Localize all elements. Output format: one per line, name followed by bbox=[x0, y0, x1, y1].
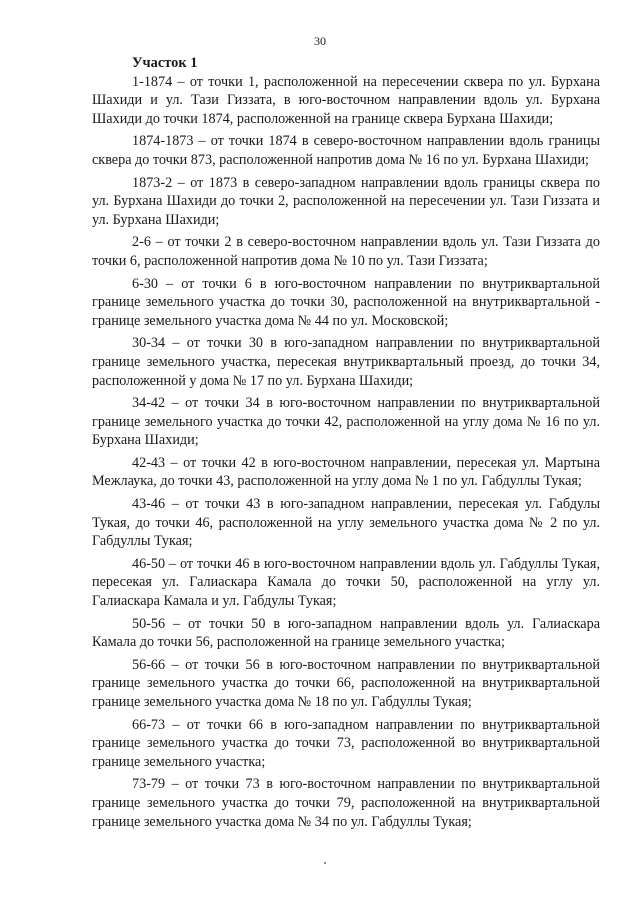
paragraph-73-79: 73-79 – от точки 73 в юго-восточном направлении по внутриквартальной границе земельного участка до точки 79, расположенной на внутриквартальной границе земельного участка дома № 34 по ул. Габдуллы Тукая; bbox=[92, 776, 600, 830]
paragraph-1874-1873: 1874-1873 – от точки 1874 в северо-восточном направлении вдоль границы сквера до точки 873, расположенной напротив дома № 16 по ул. Бурхана Шахиди; bbox=[92, 133, 600, 168]
paragraph-66-73: 66-73 – от точки 66 в юго-западном направлении по внутриквартальной границе земельного участка до точки 73, расположенной во внутриквартальной границе земельного участка; bbox=[92, 716, 600, 770]
paragraph-43-46: 43-46 – от точки 43 в юго-западном направлении, пересекая ул. Габдулы Тукая, до точки 46, расположенной на углу земельного участка дома № 2 по ул. Габдуллы Тукая; bbox=[92, 496, 600, 550]
paragraph-50-56: 50-56 – от точки 50 в юго-западном направлении вдоль ул. Галиаскара Камала до точки 56, расположенной на границе земельного участка; bbox=[92, 615, 600, 651]
paragraph-1873-2: 1873-2 – от 1873 в северо-западном направлении вдоль границы сквера по ул. Бурхана Шахиди до точки 2, расположенной на пересечении ул. Тази Гиззата и ул. Бурхана Шахиди; bbox=[92, 174, 600, 228]
paragraph-6-30: 6-30 – от точки 6 в юго-восточном направлении по внутриквартальной границе земельного участка до точки 30, расположенной на внутриквартальной - границе земельного участка дома № 44 по ул. Московской; bbox=[92, 275, 600, 329]
paragraph-30-34: 30-34 – от точки 30 в юго-западном направлении по внутриквартальной границе земельного участка, пересекая внутриквартальный проезд, до точки 34, расположенной у дома № 17 по ул. Бурхана Шахиди; bbox=[92, 335, 600, 389]
paragraph-42-43: 42-43 – от точки 42 в юго-восточном направлении, пересекая ул. Мартына Межлаука, до точки 43, расположенной на углу дома № 1 по ул. Габдуллы Тукая; bbox=[92, 454, 600, 490]
paragraph-34-42: 34-42 – от точки 34 в юго-восточном направлении по внутриквартальной границе земельного участка до точки 42, расположенной на углу дома № 16 по ул. Бурхана Шахиди; bbox=[92, 395, 600, 449]
paragraph-2-6: 2-6 – от точки 2 в северо-восточном направлении вдоль ул. Тази Гиззата до точки 6, расположенной напротив дома № 10 по ул. Тази Гиззата; bbox=[92, 234, 600, 269]
scan-speck bbox=[324, 862, 326, 864]
page-number: 30 bbox=[314, 34, 326, 48]
paragraph-1-1874: 1-1874 – от точки 1, расположенной на пересечении сквера по ул. Бурхана Шахиди и ул. Тази Гиззата, в юго-восточном направлении вдоль ул. Бурхана Шахиди до точки 1874, расположенной на границе сквера Бурхана Шахиди; bbox=[92, 73, 600, 127]
section-title: Участок 1 bbox=[132, 55, 198, 71]
document-body bbox=[92, 54, 600, 835]
paragraph-46-50: 46-50 – от точки 46 в юго-восточном направлении вдоль ул. Габдуллы Тукая, пересекая ул. Галиаскара Камала до точки 50, расположенной на углу ул. Галиаскара Камала и ул. Габдулы Тукая; bbox=[92, 555, 600, 610]
paragraph-56-66: 56-66 – от точки 56 в юго-восточном направлении по внутриквартальной границе земельного участка до точки 66, расположенной на внутриквартальной границе земельного участка дома № 18 по ул. Габдуллы Тукая; bbox=[92, 656, 600, 710]
